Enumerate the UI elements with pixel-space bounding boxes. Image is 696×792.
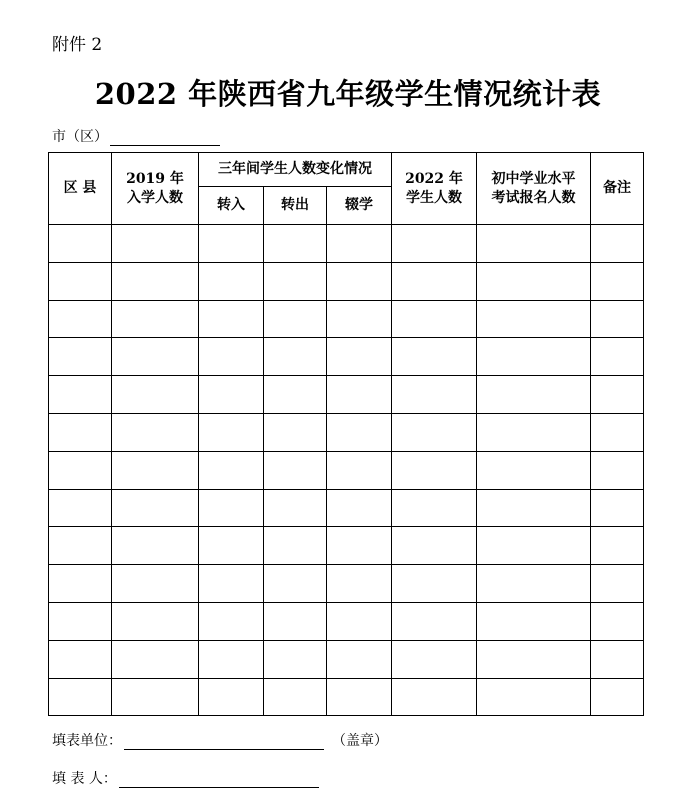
cell-remarks[interactable]: [591, 300, 644, 338]
filling-unit-field: [52, 730, 388, 750]
cell-transfer-in[interactable]: [199, 565, 264, 603]
header-district: 区 县: [49, 153, 112, 225]
cell-transfer-out[interactable]: [264, 640, 327, 678]
cell-enroll-2019[interactable]: [112, 602, 199, 640]
cell-enroll-2019[interactable]: [112, 640, 199, 678]
cell-students-2022[interactable]: [392, 640, 477, 678]
cell-exam-registrations[interactable]: [477, 262, 591, 300]
cell-students-2022[interactable]: [392, 376, 477, 414]
cell-enroll-2019[interactable]: [112, 489, 199, 527]
header-enroll-2019: [112, 153, 199, 225]
cell-enroll-2019[interactable]: [112, 376, 199, 414]
table-row: [49, 565, 644, 603]
cell-students-2022[interactable]: [392, 527, 477, 565]
cell-exam-registrations[interactable]: [477, 300, 591, 338]
table-row: [49, 300, 644, 338]
cell-transfer-in[interactable]: [199, 489, 264, 527]
header-change-group: 三年间学生人数变化情况: [199, 153, 392, 187]
cell-remarks[interactable]: [591, 338, 644, 376]
cell-students-2022[interactable]: [392, 225, 477, 263]
cell-exam-registrations[interactable]: [477, 376, 591, 414]
cell-students-2022[interactable]: [392, 413, 477, 451]
cell-exam-registrations[interactable]: [477, 527, 591, 565]
cell-transfer-out[interactable]: [264, 300, 327, 338]
table-row: [49, 225, 644, 263]
cell-remarks[interactable]: [591, 489, 644, 527]
page-title: 2022 年陕西省九年级学生情况统计表: [94, 77, 602, 111]
cell-transfer-out[interactable]: [264, 678, 327, 716]
filling-unit-label: 填表单位：: [52, 733, 122, 749]
cell-drop-out[interactable]: [327, 300, 392, 338]
cell-district[interactable]: [49, 376, 112, 414]
table-row: [49, 262, 644, 300]
cell-drop-out[interactable]: [327, 376, 392, 414]
table-row: [49, 640, 644, 678]
header-exam-line1: 初中学业水平: [491, 170, 576, 187]
cell-district[interactable]: [49, 640, 112, 678]
cell-transfer-out[interactable]: [264, 451, 327, 489]
cell-remarks[interactable]: [591, 602, 644, 640]
cell-exam-registrations[interactable]: [477, 678, 591, 716]
cell-drop-out[interactable]: [327, 602, 392, 640]
cell-remarks[interactable]: [591, 451, 644, 489]
cell-students-2022[interactable]: [392, 602, 477, 640]
filler-field: [52, 768, 319, 788]
cell-transfer-out[interactable]: [264, 376, 327, 414]
cell-exam-registrations[interactable]: [477, 489, 591, 527]
cell-transfer-in[interactable]: [199, 300, 264, 338]
cell-enroll-2019[interactable]: [112, 413, 199, 451]
cell-drop-out[interactable]: [327, 338, 392, 376]
cell-drop-out[interactable]: [327, 565, 392, 603]
table-row: [49, 527, 644, 565]
seal-label: （盖章）: [332, 733, 388, 749]
cell-district[interactable]: [49, 678, 112, 716]
cell-enroll-2019[interactable]: [112, 225, 199, 263]
cell-district[interactable]: [49, 225, 112, 263]
cell-remarks[interactable]: [591, 678, 644, 716]
cell-transfer-in[interactable]: [199, 338, 264, 376]
cell-students-2022[interactable]: [392, 489, 477, 527]
cell-students-2022[interactable]: [392, 451, 477, 489]
cell-drop-out[interactable]: [327, 678, 392, 716]
cell-district[interactable]: [49, 413, 112, 451]
cell-remarks[interactable]: [591, 565, 644, 603]
cell-transfer-in[interactable]: [199, 678, 264, 716]
cell-transfer-out[interactable]: [264, 565, 327, 603]
header-exam-registrations: [477, 153, 591, 225]
header-students-2022: [392, 153, 477, 225]
cell-drop-out[interactable]: [327, 413, 392, 451]
cell-exam-registrations[interactable]: [477, 602, 591, 640]
cell-transfer-out[interactable]: [264, 413, 327, 451]
filler-input-line[interactable]: [119, 773, 319, 788]
cell-drop-out[interactable]: [327, 527, 392, 565]
filler-label: 填 表 人：: [52, 771, 117, 787]
cell-transfer-in[interactable]: [199, 225, 264, 263]
cell-transfer-in[interactable]: [199, 602, 264, 640]
cell-transfer-out[interactable]: [264, 489, 327, 527]
cell-students-2022[interactable]: [392, 338, 477, 376]
cell-drop-out[interactable]: [327, 489, 392, 527]
cell-transfer-in[interactable]: [199, 413, 264, 451]
cell-remarks[interactable]: [591, 376, 644, 414]
cell-drop-out[interactable]: [327, 451, 392, 489]
table-row: [49, 338, 644, 376]
cell-transfer-in[interactable]: [199, 640, 264, 678]
cell-transfer-out[interactable]: [264, 262, 327, 300]
cell-remarks[interactable]: [591, 225, 644, 263]
attachment-label: 附件 2: [52, 35, 103, 55]
cell-district[interactable]: [49, 565, 112, 603]
cell-remarks[interactable]: [591, 640, 644, 678]
table-row: [49, 602, 644, 640]
cell-exam-registrations[interactable]: [477, 451, 591, 489]
table-row: [49, 451, 644, 489]
header-students-2022-line2: 学生人数: [406, 189, 462, 206]
cell-transfer-in[interactable]: [199, 262, 264, 300]
cell-district[interactable]: [49, 262, 112, 300]
cell-district[interactable]: [49, 338, 112, 376]
cell-drop-out[interactable]: [327, 225, 392, 263]
city-input-line[interactable]: [110, 131, 220, 146]
cell-enroll-2019[interactable]: [112, 451, 199, 489]
cell-enroll-2019[interactable]: [112, 565, 199, 603]
cell-exam-registrations[interactable]: [477, 640, 591, 678]
cell-enroll-2019[interactable]: [112, 338, 199, 376]
cell-transfer-out[interactable]: [264, 338, 327, 376]
filling-unit-input-line[interactable]: [124, 735, 324, 750]
header-remarks: 备注: [591, 153, 644, 225]
cell-remarks[interactable]: [591, 262, 644, 300]
cell-students-2022[interactable]: [392, 678, 477, 716]
cell-enroll-2019[interactable]: [112, 678, 199, 716]
cell-exam-registrations[interactable]: [477, 565, 591, 603]
cell-remarks[interactable]: [591, 527, 644, 565]
header-drop-out: 辍学: [327, 187, 392, 225]
cell-exam-registrations[interactable]: [477, 225, 591, 263]
cell-transfer-out[interactable]: [264, 225, 327, 263]
cell-district[interactable]: [49, 489, 112, 527]
header-enroll-2019-line2: 入学人数: [127, 189, 183, 206]
header-transfer-in: 转入: [199, 187, 264, 225]
cell-transfer-in[interactable]: [199, 527, 264, 565]
statistics-table: [48, 152, 644, 716]
table-row: [49, 489, 644, 527]
cell-students-2022[interactable]: [392, 262, 477, 300]
header-students-2022-line1: 2022 年: [405, 170, 463, 187]
cell-district[interactable]: [49, 300, 112, 338]
cell-remarks[interactable]: [591, 413, 644, 451]
header-enroll-2019-line1: 2019 年: [126, 170, 184, 187]
cell-district[interactable]: [49, 602, 112, 640]
cell-transfer-out[interactable]: [264, 527, 327, 565]
city-field: [52, 126, 220, 146]
header-transfer-out: 转出: [264, 187, 327, 225]
cell-enroll-2019[interactable]: [112, 527, 199, 565]
city-label: 市（区）: [52, 129, 108, 145]
table-row: [49, 413, 644, 451]
cell-students-2022[interactable]: [392, 300, 477, 338]
table-body: [49, 225, 644, 716]
cell-transfer-in[interactable]: [199, 376, 264, 414]
cell-enroll-2019[interactable]: [112, 300, 199, 338]
header-exam-line2: 考试报名人数: [491, 189, 576, 206]
cell-drop-out[interactable]: [327, 262, 392, 300]
table-row: [49, 376, 644, 414]
cell-district[interactable]: [49, 451, 112, 489]
cell-exam-registrations[interactable]: [477, 413, 591, 451]
cell-enroll-2019[interactable]: [112, 262, 199, 300]
table-row: [49, 678, 644, 716]
cell-drop-out[interactable]: [327, 640, 392, 678]
cell-transfer-in[interactable]: [199, 451, 264, 489]
cell-students-2022[interactable]: [392, 565, 477, 603]
cell-exam-registrations[interactable]: [477, 338, 591, 376]
cell-transfer-out[interactable]: [264, 602, 327, 640]
cell-district[interactable]: [49, 527, 112, 565]
